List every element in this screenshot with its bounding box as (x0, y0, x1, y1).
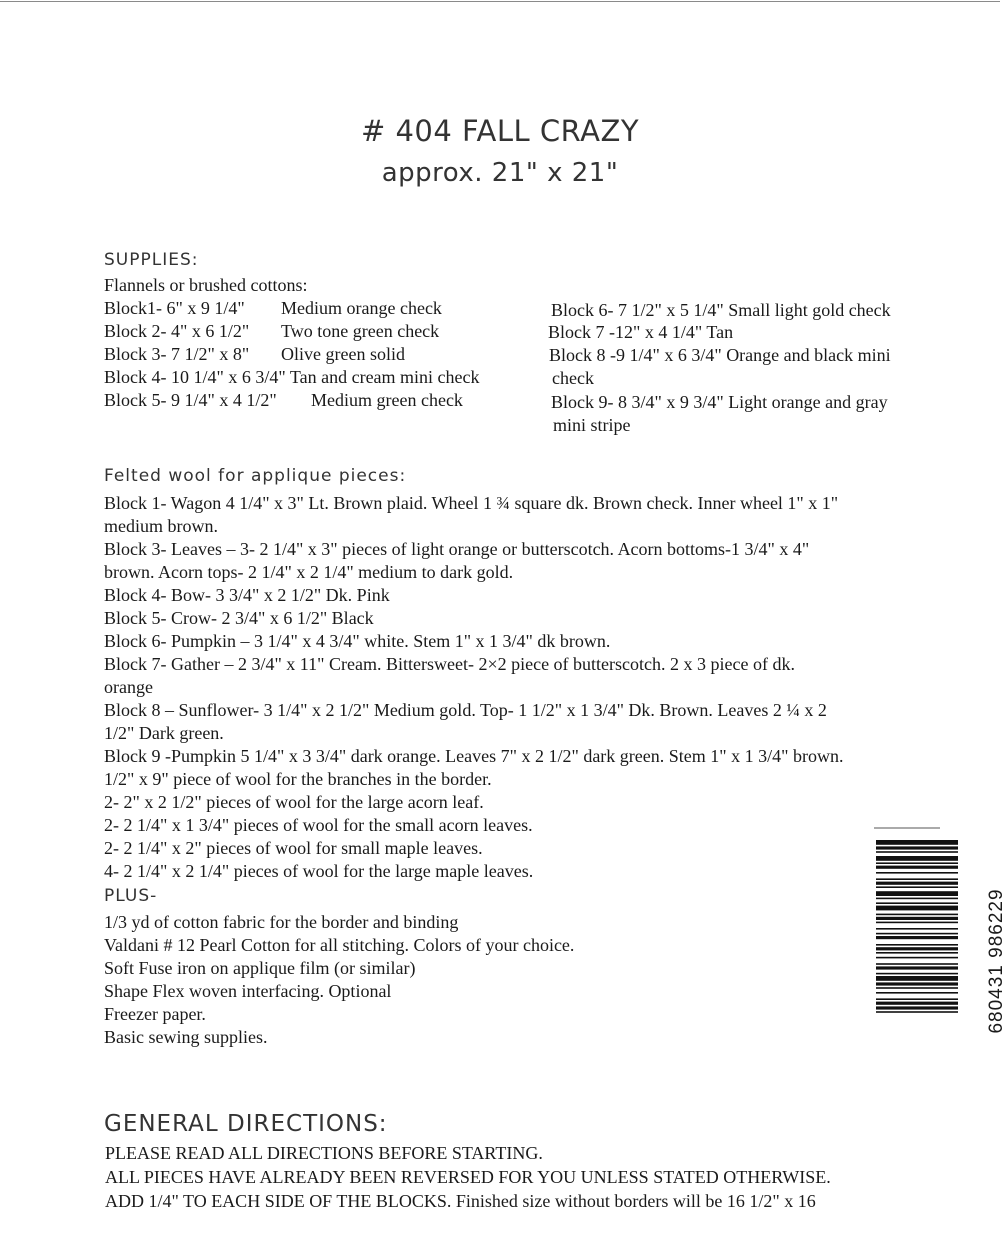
barcode-bar (876, 914, 958, 916)
list-item: 4- 2 1/4" x 2 1/4" pieces of wool for the large maple leaves. (104, 861, 534, 881)
barcode-bar (876, 947, 958, 950)
barcode-bar (876, 957, 958, 959)
barcode-bar (876, 851, 958, 853)
plus-heading: PLUS- (104, 886, 158, 906)
barcode-bar (876, 882, 958, 885)
top-rule (0, 1, 1000, 2)
list-item: Block 1- Wagon 4 1/4" x 3" Lt. Brown plaid. Wheel 1 ¾ square dk. Brown check. Inner wheel 1" x 1" (104, 493, 839, 513)
barcode-number: 680431 986229 (986, 888, 1007, 1034)
barcode (872, 826, 1007, 1096)
list-item: Block 5- 9 1/4" x 4 1/2" Medium green check (104, 390, 463, 410)
list-item: Block 3- Leaves – 3- 2 1/4" x 3" pieces of light orange or butterscotch. Acorn bottoms-1 3/4" x 4" (104, 539, 810, 559)
barcode-bar (876, 944, 958, 946)
list-item: Valdani # 12 Pearl Cotton for all stitching. Colors of your choice. (104, 935, 575, 955)
pattern-size: approx. 21" x 21" (381, 158, 619, 188)
supplies-heading: SUPPLIES: (104, 250, 199, 270)
list-item: 2- 2 1/4" x 1 3/4" pieces of wool for the small acorn leaves. (104, 815, 533, 835)
barcode-bar (876, 891, 958, 896)
list-item: ADD 1/4" TO EACH SIDE OF THE BLOCKS. Finished size without borders will be 16 1/2" x 16 (105, 1191, 816, 1211)
list-item: ALL PIECES HAVE ALREADY BEEN REVERSED FOR YOU UNLESS STATED OTHERWISE. (105, 1167, 831, 1187)
list-item: Block 5- Crow- 2 3/4" x 6 1/2" Black (104, 608, 374, 628)
list-item: 1/3 yd of cotton fabric for the border and binding (104, 912, 459, 932)
list-item: Block 7- Gather – 2 3/4" x 11" Cream. Bittersweet- 2×2 piece of butterscotch. 2 x 3 piece of dk. (104, 654, 795, 674)
barcode-bar (876, 1011, 958, 1013)
barcode-bar (876, 1006, 958, 1009)
barcode-bar (876, 872, 958, 874)
barcode-bar (876, 928, 958, 930)
barcode-bar (876, 1002, 958, 1005)
list-item: Block1- 6" x 9 1/4" Medium orange check (104, 298, 442, 318)
barcode-bar (876, 966, 958, 969)
barcode-bar (876, 902, 958, 904)
barcode-bar (876, 846, 958, 849)
list-item: 1/2" x 9" piece of wool for the branches in the border. (104, 769, 492, 789)
barcode-bar (876, 973, 958, 975)
list-item: medium brown. (104, 516, 218, 536)
barcode-bar (876, 936, 958, 939)
list-item: 1/2" Dark green. (104, 723, 224, 743)
list-item: mini stripe (553, 415, 631, 435)
list-item: Basic sewing supplies. (104, 1027, 268, 1047)
list-item: Freezer paper. (104, 1004, 206, 1024)
pattern-title: # 404 FALL CRAZY (360, 114, 640, 148)
barcode-bar (876, 982, 958, 985)
list-item: orange (104, 677, 153, 697)
list-item: Soft Fuse iron on applique film (or similar) (104, 958, 416, 978)
directions-heading: GENERAL DIRECTIONS: (104, 1111, 388, 1137)
barcode-bar (876, 933, 958, 935)
barcode-bar (876, 862, 958, 864)
barcode-bar (876, 992, 958, 994)
barcode-bar (876, 963, 958, 965)
barcode-bar (876, 898, 958, 900)
list-item: Shape Flex woven interfacing. Optional (104, 981, 392, 1001)
wool-heading: Felted wool for applique pieces: (104, 466, 407, 486)
barcode-bar (876, 856, 958, 861)
list-item: Block 6- Pumpkin – 3 1/4" x 4 3/4" white. Stem 1" x 1 3/4" dk brown. (104, 631, 611, 651)
list-item: Block 4- Bow- 3 3/4" x 2 1/2" Dk. Pink (104, 585, 390, 605)
barcode-bar (876, 998, 958, 1000)
barcode-bar (876, 976, 958, 981)
list-item: Block 7 -12" x 4 1/4" Tan (548, 322, 734, 342)
barcode-bar (876, 840, 958, 845)
barcode-bar (876, 878, 958, 880)
barcode-bar (876, 886, 958, 888)
list-item: Block 8 – Sunflower- 3 1/4" x 2 1/2" Medium gold. Top- 1 1/2" x 1 3/4" Dk. Brown. Leaves 2 ¼ x 2 (104, 700, 827, 720)
list-item: check (552, 368, 594, 388)
list-item: brown. Acorn tops- 2 1/4" x 2 1/4" medium to dark gold. (104, 562, 514, 582)
list-item: Block 2- 4" x 6 1/2" Two tone green check (104, 321, 440, 341)
list-item: Block 3- 7 1/2" x 8" Olive green solid (104, 344, 405, 364)
list-item: Block 6- 7 1/2" x 5 1/4" Small light gold check (551, 300, 891, 320)
barcode-bar (876, 866, 958, 869)
supplies-intro: Flannels or brushed cottons: (104, 275, 308, 295)
barcode-bar (876, 917, 958, 920)
barcode-bar (876, 952, 958, 954)
barcode-bar (876, 922, 958, 924)
list-item: PLEASE READ ALL DIRECTIONS BEFORE STARTING. (105, 1143, 543, 1163)
list-item: Block 9 -Pumpkin 5 1/4" x 3 3/4" dark orange. Leaves 7" x 2 1/2" dark green. Stem 1" x 1 3/4" brown. (104, 746, 844, 766)
list-item: Block 8 -9 1/4" x 6 3/4" Orange and black mini (549, 345, 891, 365)
list-item: Block 9- 8 3/4" x 9 3/4" Light orange and gray (551, 392, 888, 412)
barcode-graphic (872, 826, 990, 1096)
barcode-bar (876, 987, 958, 989)
barcode-bar (876, 906, 958, 911)
list-item: 2- 2 1/4" x 2" pieces of wool for small maple leaves. (104, 838, 483, 858)
list-item: Block 4- 10 1/4" x 6 3/4" Tan and cream mini check (104, 367, 480, 387)
list-item: 2- 2" x 2 1/2" pieces of wool for the large acorn leaf. (104, 792, 484, 812)
